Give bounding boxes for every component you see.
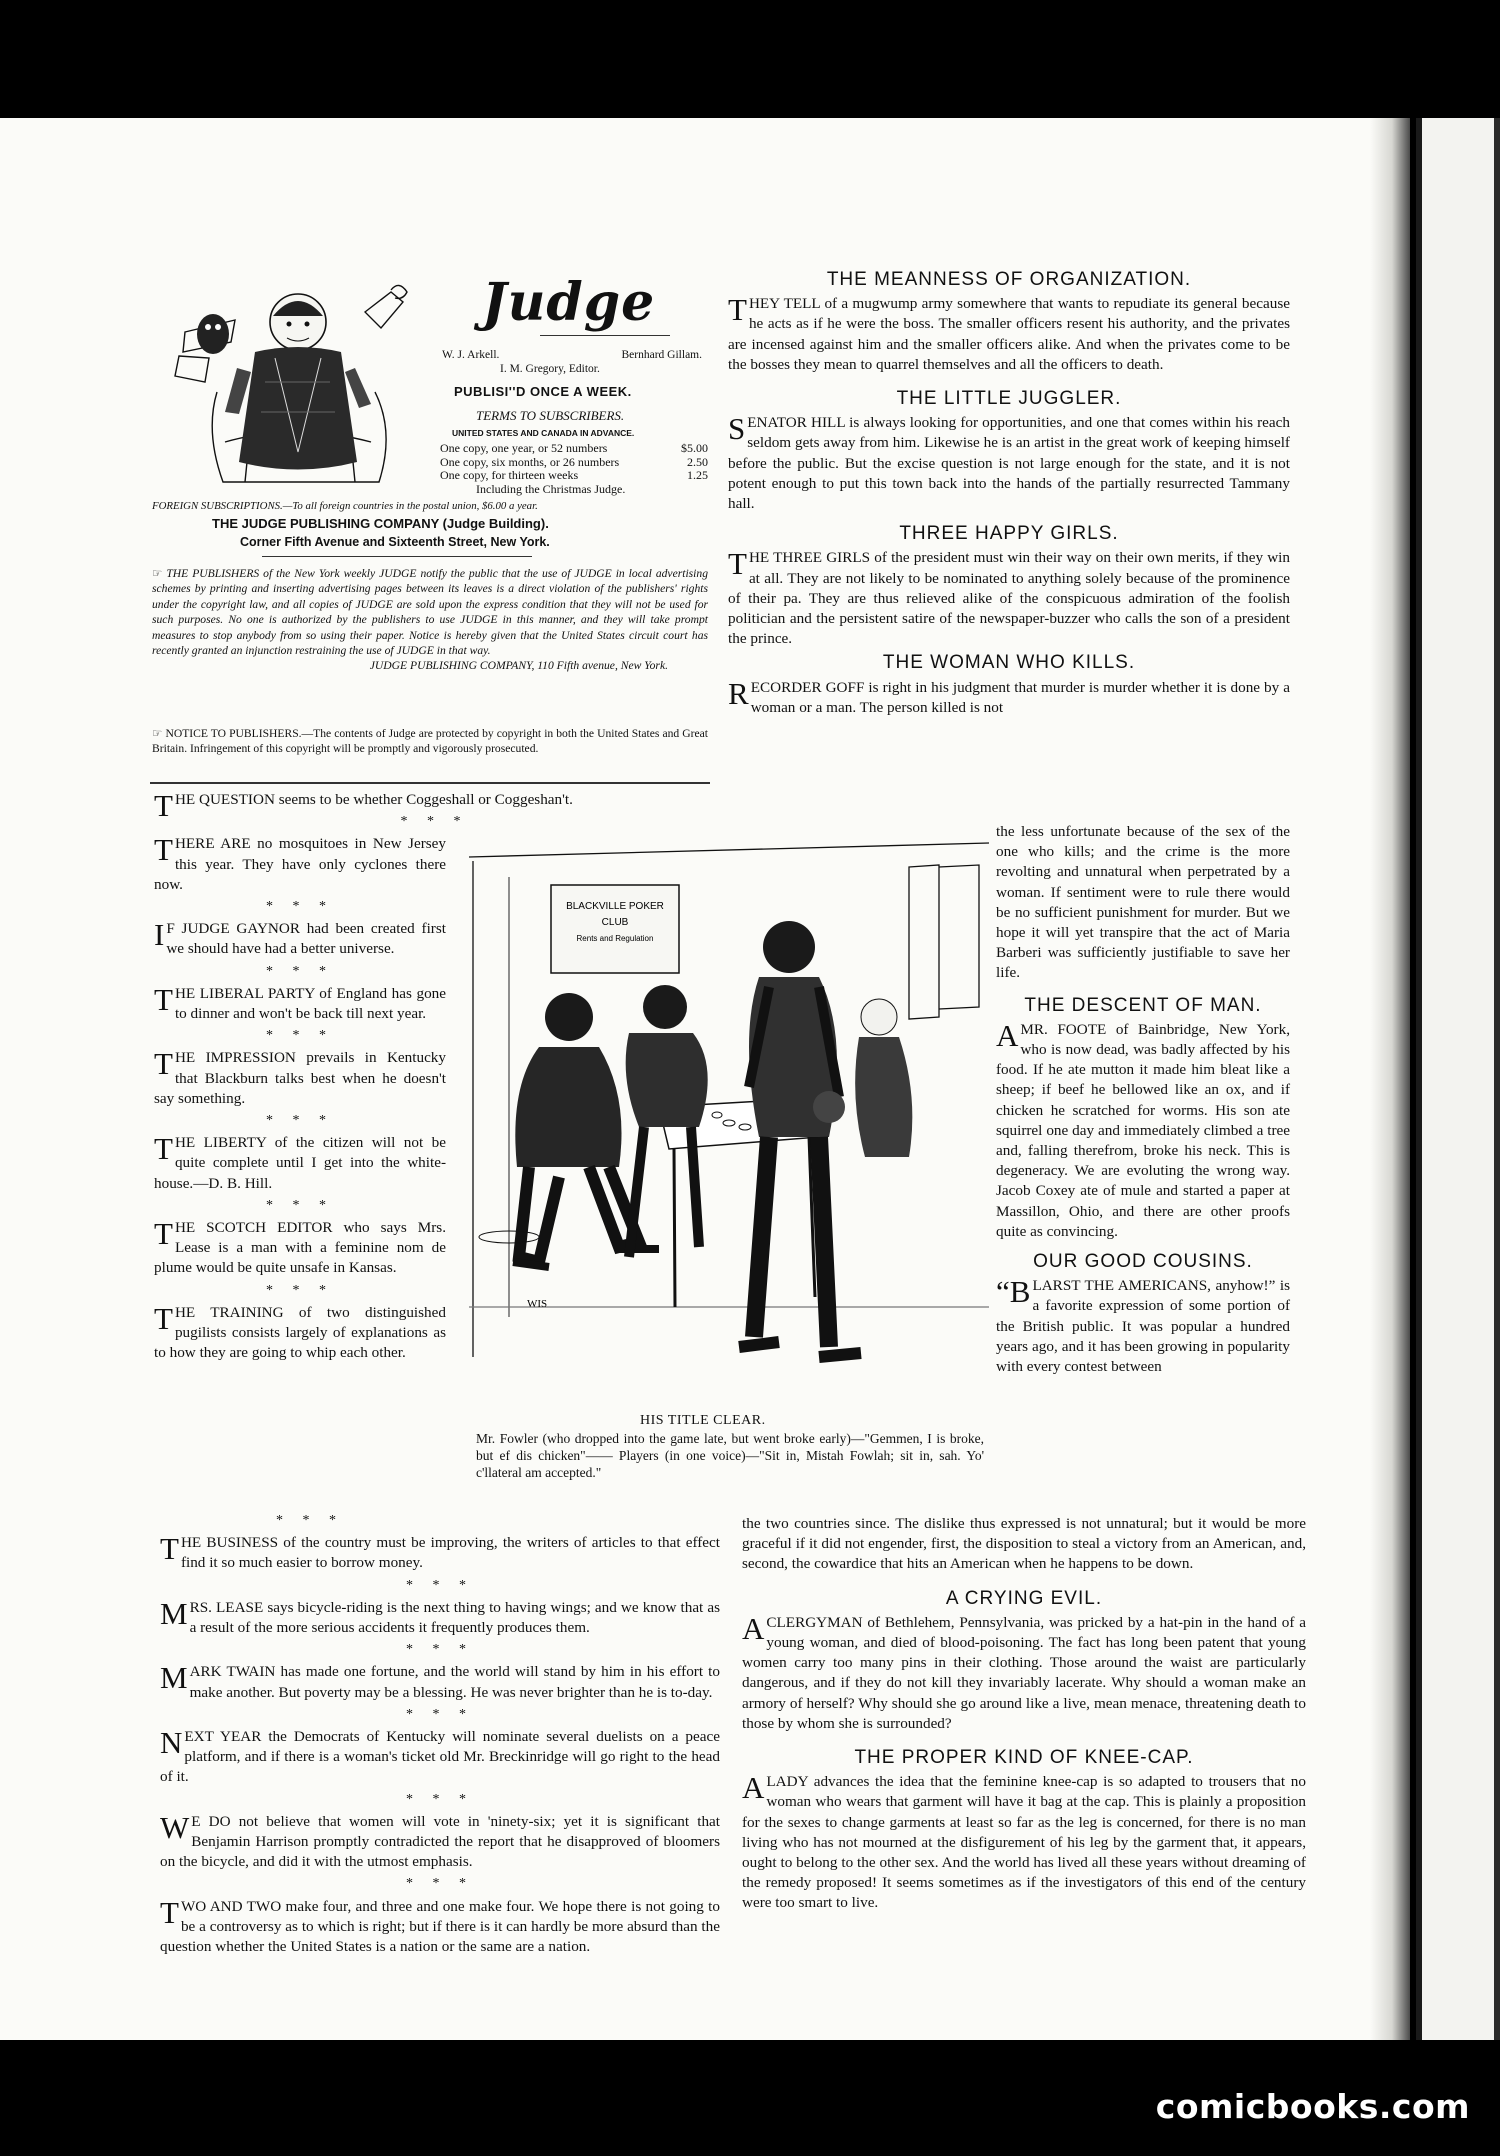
separator-stars: * * * bbox=[266, 1282, 334, 1298]
section-rule bbox=[150, 782, 710, 784]
separator-stars: * * * bbox=[406, 1876, 474, 1892]
paragraph: THE LIBERAL PARTY of England has gone to dinner and won't be back till next year. bbox=[154, 981, 446, 1023]
article-heading: THE WOMAN WHO KILLS. bbox=[882, 652, 1136, 674]
masthead-logo: Judge bbox=[482, 272, 656, 333]
masthead-rule bbox=[262, 556, 532, 557]
caption-title: HIS TITLE CLEAR. bbox=[640, 1413, 766, 1428]
separator-stars: * * * bbox=[406, 1791, 474, 1807]
article-body: SENATOR HILL is always looking for opportunities, and one that comes within his reach seldom gets away from him. Likewise he is an artist in the great work of keeping himself before the public. But the excise question is not large enough for the state, and it is not potent enough to put this town back into the hands of the partially resurrected Tammany hall. bbox=[728, 411, 1290, 513]
separator-stars: * * * bbox=[406, 1642, 474, 1658]
separator-stars: * * * bbox=[276, 1513, 344, 1528]
artist-signature: WIS bbox=[527, 1298, 548, 1310]
paragraph: THE SCOTCH EDITOR who says Mrs. Lease is a man with a feminine nom de plume would be quite unsafe in Kansas. bbox=[154, 1216, 446, 1277]
paragraph: TWO AND TWO make four, and three and one make four. We hope there is not going to be a controversy as to which is right; but if there is it can hardly be more absurd than the question whether the United States is a nation or the same are a nation. bbox=[160, 1894, 720, 1956]
terms-row: One copy, six months, or 26 numbers 2.50 bbox=[440, 454, 708, 469]
separator-stars: * * * bbox=[266, 1113, 334, 1129]
article-body: ACLERGYMAN of Bethlehem, Pennsylvania, was pricked by a hat-pin in the hand of a young woman, and died of blood-poisoning. The fact has long been patent that young women carry too many pins in their clothing. Those around the waist are particularly dangerous, and if they do not kill they invariably lacerate. Why should a woman make an armory of herself? Why should she go around like a live, mean menace, threatening death to those by whom she is surrounded? bbox=[742, 1610, 1306, 1732]
paragraph: WE DO not believe that women will vote in 'ninety-six; yet it is significant that Benjamin Harrison promptly contradicted the report that he disapproved of bloomers on the bicycle, and did it with the utmost emphasis. bbox=[160, 1809, 720, 1871]
right-column-narrow bbox=[996, 822, 1290, 1379]
article-body: RECORDER GOFF is right in his judgment that murder is murder whether it is done by a woman or a man. The person killed is not bbox=[728, 675, 1290, 716]
binding-gutter bbox=[1370, 118, 1410, 2040]
separator-stars: * * * bbox=[400, 814, 469, 830]
separator-stars: * * * bbox=[406, 1577, 474, 1593]
paragraph: MRS. LEASE says bicycle-riding is the next thing to having wings; and we know that as a result of the more serious accidents it frequently produces them. bbox=[160, 1595, 720, 1637]
notice-to-publishers: ☞ NOTICE TO PUBLISHERS.—The contents of Judge are protected by copyright in both the United States and Great Britain. Infringement of this copyright will be promptly and vigorously prosecuted. bbox=[152, 727, 708, 756]
paragraph: THE IMPRESSION prevails in Kentucky that Blackburn talks best when he doesn't say something. bbox=[154, 1046, 446, 1107]
logo-underline bbox=[540, 335, 670, 336]
article-body-continued: the two countries since. The dislike thus expressed is not unnatural; but it would be more graceful if it did not engender, first, the disposition to steal a victory from an American, and, second, the cowardice that hits an American when he happens to be down. bbox=[742, 1515, 1306, 1573]
right-column-lower bbox=[742, 1514, 1306, 1916]
article-body-continued: the less unfortunate because of the sex of the one who kills; and the crime is the more revolting and unnatural when perpetrated by a woman. If sentiment were to rule there would be no sufficient punishment for murder. But we hope it will yet transpire that the act of Maria Barberi was sufficiently justifiable to save her life. bbox=[996, 823, 1290, 982]
terms-row: One copy, one year, or 52 numbers $5.00 bbox=[440, 441, 708, 455]
terms-table bbox=[440, 442, 708, 496]
paragraph: MARK TWAIN has made one fortune, and the world will stand by him in his effort to make another. But poverty may be a blessing. He was never brighter than he is to-day. bbox=[160, 1660, 720, 1701]
sign-line-1: BLACKVILLE POKER bbox=[566, 901, 664, 912]
staff-arkell: W. J. Arkell. bbox=[442, 349, 500, 361]
terms-heading: TERMS TO SUBSCRIBERS. bbox=[476, 408, 625, 423]
masthead-judge-illustration bbox=[165, 272, 425, 494]
separator-stars: * * * bbox=[266, 899, 334, 915]
article-body: THEY TELL of a mugwump army somewhere that wants to repudiate its general because he acts as if he were the boss. The smaller officers resent his authority, and the privates are incensed against him and the smaller officers alike. And when the privates come to be the bosses they mean to quarrel themselves and all the officers to death. bbox=[728, 292, 1290, 373]
pointing-hand-icon: ☞ bbox=[152, 727, 166, 740]
article-heading: A CRYING EVIL. bbox=[945, 1587, 1103, 1609]
separator-stars: * * * bbox=[266, 1197, 334, 1213]
separator-stars: * * * bbox=[266, 963, 334, 979]
staff-line-2: I. M. Gregory, Editor. bbox=[500, 363, 600, 375]
paragraph: THE QUESTION seems to be whether Coggeshall or Coggeshan't. bbox=[154, 788, 573, 823]
paragraph: IF JUDGE GAYNOR had been created first we should have had a better universe. bbox=[154, 917, 446, 958]
company-name: THE JUDGE PUBLISHING COMPANY (Judge Building). bbox=[212, 516, 549, 531]
article-heading: THE PROPER KIND OF KNEE-CAP. bbox=[854, 1747, 1194, 1769]
foreign-subscriptions: FOREIGN SUBSCRIPTIONS.—To all foreign countries in the postal union, $6.00 a year. bbox=[152, 500, 538, 512]
staff-line-1 bbox=[442, 348, 702, 362]
right-column-top bbox=[728, 262, 1290, 720]
article-body: “BLARST THE AMERICANS, anyhow!” is a favorite expression of some portion of the British public. It was popular a hundred years ago, and it has been growing in popularity with every contest between bbox=[996, 1274, 1290, 1376]
left-column-lower bbox=[160, 1510, 720, 1959]
separator-stars: * * * bbox=[266, 1028, 334, 1044]
terms-row: One copy, for thirteen weeks 1.25 bbox=[440, 468, 708, 482]
publishers-sign: JUDGE PUBLISHING COMPANY, 110 Fifth avenue, New York. bbox=[369, 659, 668, 673]
paragraph: THE LIBERTY of the citizen will not be quite complete until I get into the white-house.—D. B. Hill. bbox=[154, 1131, 446, 1192]
published-line: PUBLISI''D ONCE A WEEK. bbox=[454, 384, 632, 399]
article-body: ALADY advances the idea that the feminine knee-cap is so adapted to trousers that no woman who wears that garment will have it bag at the cap. This is plainly a proposition for the sexes to change garments at least so far as the leg is concerned, for there is no man living who has not mourned at the disfigurement of his leg by the garment that, it appears, ought to belong to the other sex. And the world has lived all these years without dreaming of the remedy proposed! It seems sometimes as if the investigators of this end of the century were too smart to live. bbox=[742, 1770, 1306, 1912]
article-heading: OUR GOOD COUSINS. bbox=[1033, 1251, 1253, 1273]
staff-gillam: Bernhard Gillam. bbox=[621, 349, 702, 361]
article-heading: THE MEANNESS OF ORGANIZATION. bbox=[826, 269, 1192, 290]
terms-subheading: UNITED STATES AND CANADA IN ADVANCE. bbox=[452, 428, 635, 438]
sign-line-2: CLUB bbox=[601, 917, 629, 928]
paragraph: THERE ARE no mosquitoes in New Jersey this year. They have only cyclones there now. bbox=[154, 832, 446, 893]
pointing-hand-icon: ☞ bbox=[152, 567, 167, 580]
adjacent-page-edge bbox=[1416, 118, 1500, 2040]
article-body: THE THREE GIRLS of the president must win their way on their own merits, if they win at all. They are not likely to be nominated to anything solely because of the prominence of their pa. They are thus relieved alike of the conspicuous admiration of the foolish politician and the persistent satire of the newspaper-buzzer who calls the son of a president the prince. bbox=[728, 546, 1290, 648]
terms-note: Including the Christmas Judge. bbox=[476, 481, 626, 496]
sign-line-3: Rents and Regulation bbox=[576, 934, 654, 943]
paragraph: THE TRAINING of two distinguished pugilists consists largely of explanations as to how they are going to whip each other. bbox=[154, 1300, 446, 1362]
watermark: comicbooks.com bbox=[1155, 2087, 1470, 2126]
publishers-notice: ☞ THE PUBLISHERS of the New York weekly JUDGE notify the public that the use of JUDGE in local advertising schemes by printing and inserting advertising pages between its leaves is a direct violation of the publishers' rights under the copyright law, and all copies of JUDGE are sold upon the express condition that they will not be used for such purposes. No one is authorized by the publishers to use JUDGE in this manner, and they will take prompt measures to stop anybody from so using their paper. Notice is hereby given that the United States circuit court has recently granted an injunction restraining the use of JUDGE in that way. JUDGE PUBLISHING COMPANY, 110 Fifth avenue, New York. bbox=[152, 567, 708, 673]
article-heading: THREE HAPPY GIRLS. bbox=[899, 523, 1119, 545]
article-heading: THE LITTLE JUGGLER. bbox=[896, 388, 1122, 410]
article-body: AMR. FOOTE of Bainbridge, New York, who is now dead, was badly affected by his food. If he ate mutton it made him bleat like a sheep; if beef he bellowed like an ox, and if chicken he scratched for worms. His son ate squirrel one day and immediately climbed a tree and, falling therefrom, broke his neck. This is degeneracy. We are evoluting the wrong way. Jacob Coxey ate of mule and started a paper at Massillon, Ohio, and there are other proofs quite as convincing. bbox=[996, 1017, 1290, 1240]
separator-stars: * * * bbox=[406, 1706, 474, 1722]
caption-body: Mr. Fowler (who dropped into the game late, but went broke early)—"Gemmen, I is broke, but ef dis chicken"—— Players (in one voice)—"Sit in, Mistah Fowlah; sit in, sah. Yo' c'llateral am accepted." bbox=[476, 1431, 984, 1480]
article-heading: THE DESCENT OF MAN. bbox=[1024, 994, 1262, 1016]
paragraph: NEXT YEAR the Democrats of Kentucky will nominate several duelists on a peace platform, and if there is a woman's ticket old Mr. Breckinridge will go right to the head of it. bbox=[160, 1725, 720, 1786]
paragraph: THE BUSINESS of the country must be improving, the writers of articles to that effect find it so much easier to borrow money. bbox=[160, 1531, 720, 1572]
poker-club-illustration bbox=[469, 837, 989, 1407]
company-address: Corner Fifth Avenue and Sixteenth Street, New York. bbox=[240, 535, 550, 549]
